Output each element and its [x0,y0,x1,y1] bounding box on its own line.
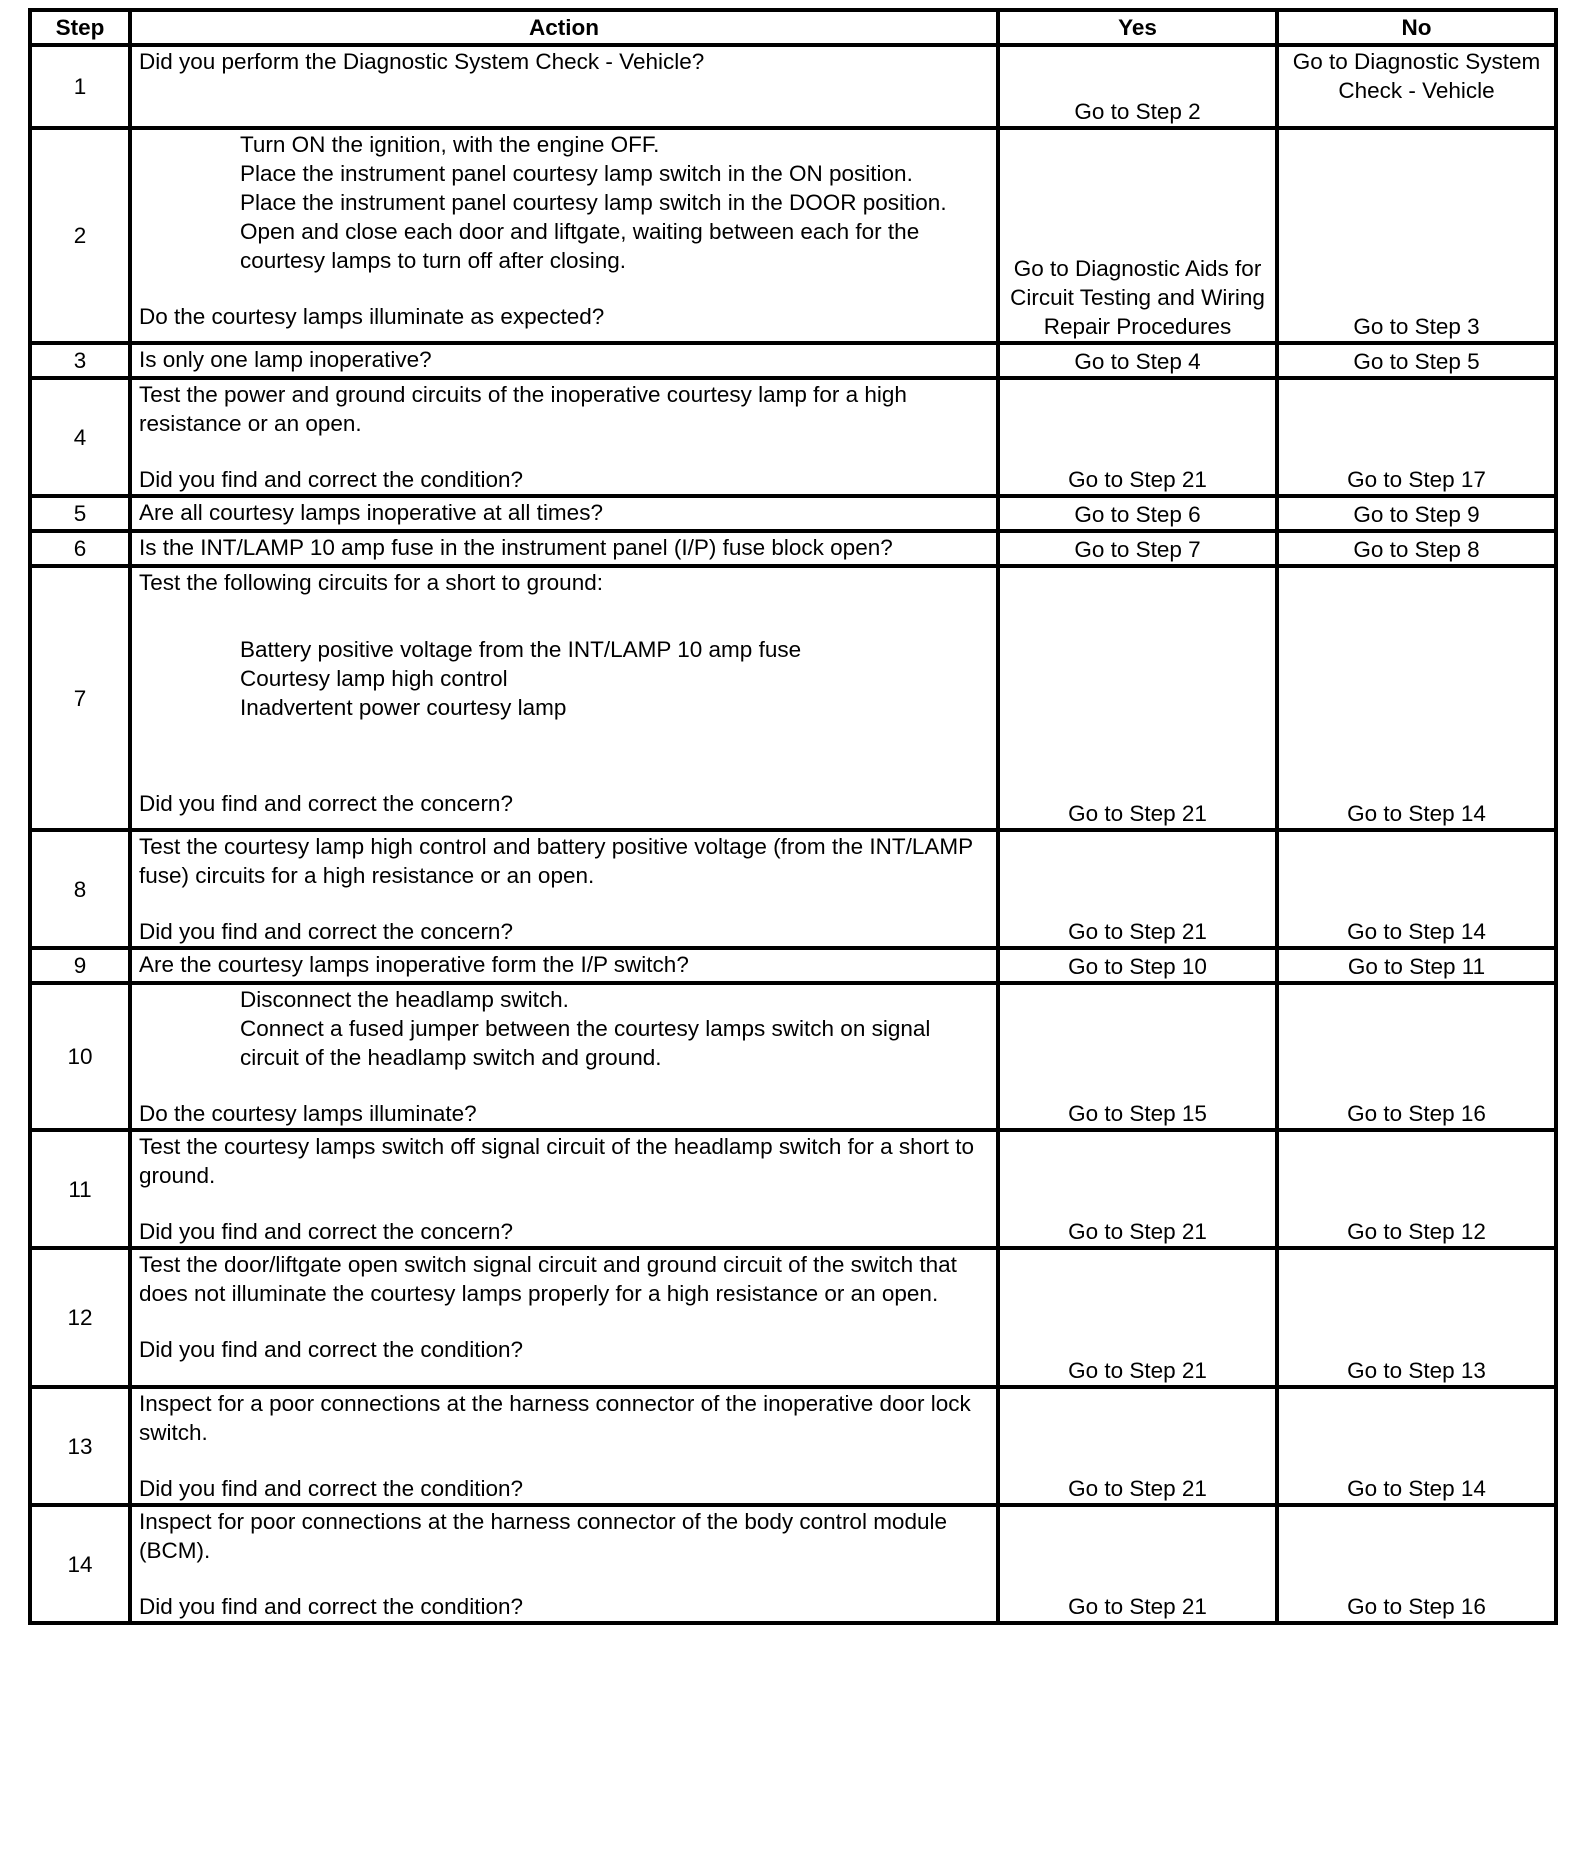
action-cell [130,531,998,566]
yes-result: Go to Step 21 [998,566,1277,830]
action-text: Inspect for poor connections at the harness connector of the body control module (BCM). [139,1509,947,1563]
action-cell [130,566,998,830]
action-text: Are the courtesy lamps inoperative form the I/P switch? [139,952,689,977]
yes-result: Go to Step 15 [998,983,1277,1130]
action-indented-list [139,635,989,722]
action-line: Battery positive voltage from the INT/LAMP 10 amp fuse [240,637,802,662]
yes-result: Go to Step 21 [998,1130,1277,1248]
diagnostic-table [28,8,1558,1625]
step-number: 6 [30,531,130,566]
action-question: Did you find and correct the condition? [139,1337,523,1362]
action-text: Is only one lamp inoperative? [139,347,432,372]
yes-result: Go to Diagnostic Aids for Circuit Testing and Wiring Repair Procedures [998,128,1277,343]
header-action: Action [130,10,998,45]
no-result: Go to Step 5 [1277,343,1556,378]
action-cell [130,378,998,496]
action-line: Place the instrument panel courtesy lamp switch in the ON position. [240,161,913,186]
header-yes: Yes [998,10,1277,45]
yes-result: Go to Step 2 [998,45,1277,128]
action-cell [130,343,998,378]
header-step: Step [30,10,130,45]
no-result: Go to Step 3 [1277,128,1556,343]
action-question: Did you find and correct the concern? [139,919,513,944]
action-cell [130,1130,998,1248]
action-cell [130,983,998,1130]
action-cell [130,1387,998,1505]
header-no: No [1277,10,1556,45]
no-result: Go to Step 16 [1277,1505,1556,1623]
table-row [30,343,1556,378]
action-cell [130,1248,998,1387]
no-result: Go to Step 16 [1277,983,1556,1130]
yes-result: Go to Step 7 [998,531,1277,566]
action-text: Test the following circuits for a short to ground: [139,570,603,595]
header-row [30,10,1556,45]
table-row [30,983,1556,1130]
no-result: Go to Step 13 [1277,1248,1556,1387]
step-number: 3 [30,343,130,378]
yes-result: Go to Step 21 [998,1387,1277,1505]
yes-result: Go to Step 21 [998,1248,1277,1387]
action-cell [130,948,998,983]
no-result: Go to Diagnostic System Check - Vehicle [1277,45,1556,128]
no-result: Go to Step 8 [1277,531,1556,566]
no-result: Go to Step 14 [1277,566,1556,830]
no-result: Go to Step 11 [1277,948,1556,983]
table-row [30,1248,1556,1387]
table-row [30,830,1556,948]
action-question: Did you find and correct the condition? [139,1594,523,1619]
yes-result: Go to Step 21 [998,378,1277,496]
action-cell [130,45,998,128]
step-number: 14 [30,1505,130,1623]
action-text: Is the INT/LAMP 10 amp fuse in the instrument panel (I/P) fuse block open? [139,535,893,560]
action-cell [130,1505,998,1623]
no-result: Go to Step 14 [1277,1387,1556,1505]
action-line: Inadvertent power courtesy lamp [240,695,567,720]
action-question: Did you find and correct the condition? [139,467,523,492]
table-row [30,496,1556,531]
action-cell [130,128,998,343]
yes-result: Go to Step 21 [998,1505,1277,1623]
step-number: 5 [30,496,130,531]
action-indented-list [139,985,989,1072]
step-number: 8 [30,830,130,948]
action-indented-list [139,130,989,275]
step-number: 13 [30,1387,130,1505]
action-text: Test the courtesy lamp high control and battery positive voltage (from the INT/LAMP fuse) circuits for a high resistance or an open. [139,834,973,888]
step-number: 11 [30,1130,130,1248]
yes-result: Go to Step 6 [998,496,1277,531]
action-question: Did you find and correct the concern? [139,791,513,816]
table-row [30,378,1556,496]
step-number: 10 [30,983,130,1130]
action-question: Did you find and correct the concern? [139,1219,513,1244]
step-number: 4 [30,378,130,496]
table-row [30,1505,1556,1623]
action-line: Connect a fused jumper between the courtesy lamps switch on signal circuit of the headlamp switch and ground. [240,1016,931,1070]
action-question: Do the courtesy lamps illuminate as expected? [139,304,605,329]
table-row [30,45,1556,128]
action-text: Test the power and ground circuits of the inoperative courtesy lamp for a high resistance or an open. [139,382,907,436]
action-question: Did you find and correct the condition? [139,1476,523,1501]
action-line: Disconnect the headlamp switch. [240,987,569,1012]
action-question: Do the courtesy lamps illuminate? [139,1101,477,1126]
action-line: Place the instrument panel courtesy lamp switch in the DOOR position. [240,190,947,215]
step-number: 7 [30,566,130,830]
action-cell [130,496,998,531]
yes-result: Go to Step 10 [998,948,1277,983]
no-result: Go to Step 14 [1277,830,1556,948]
action-line: Open and close each door and liftgate, waiting between each for the courtesy lamps to turn off after closing. [240,219,920,273]
action-text: Inspect for a poor connections at the harness connector of the inoperative door lock switch. [139,1391,971,1445]
action-text: Test the door/liftgate open switch signal circuit and ground circuit of the switch that does not illuminate the courtesy lamps properly for a high resistance or an open. [139,1252,957,1306]
action-line: Courtesy lamp high control [240,666,508,691]
table-row [30,948,1556,983]
table-row [30,531,1556,566]
table-row [30,128,1556,343]
action-line: Turn ON the ignition, with the engine OFF. [240,132,660,157]
action-cell [130,830,998,948]
no-result: Go to Step 17 [1277,378,1556,496]
yes-result: Go to Step 4 [998,343,1277,378]
no-result: Go to Step 9 [1277,496,1556,531]
action-text: Test the courtesy lamps switch off signal circuit of the headlamp switch for a short to ground. [139,1134,974,1188]
action-text: Did you perform the Diagnostic System Check - Vehicle? [139,49,705,74]
table-row [30,1387,1556,1505]
action-text: Are all courtesy lamps inoperative at all times? [139,500,603,525]
step-number: 1 [30,45,130,128]
no-result: Go to Step 12 [1277,1130,1556,1248]
table-row [30,566,1556,830]
step-number: 9 [30,948,130,983]
yes-result: Go to Step 21 [998,830,1277,948]
step-number: 12 [30,1248,130,1387]
step-number: 2 [30,128,130,343]
table-row [30,1130,1556,1248]
